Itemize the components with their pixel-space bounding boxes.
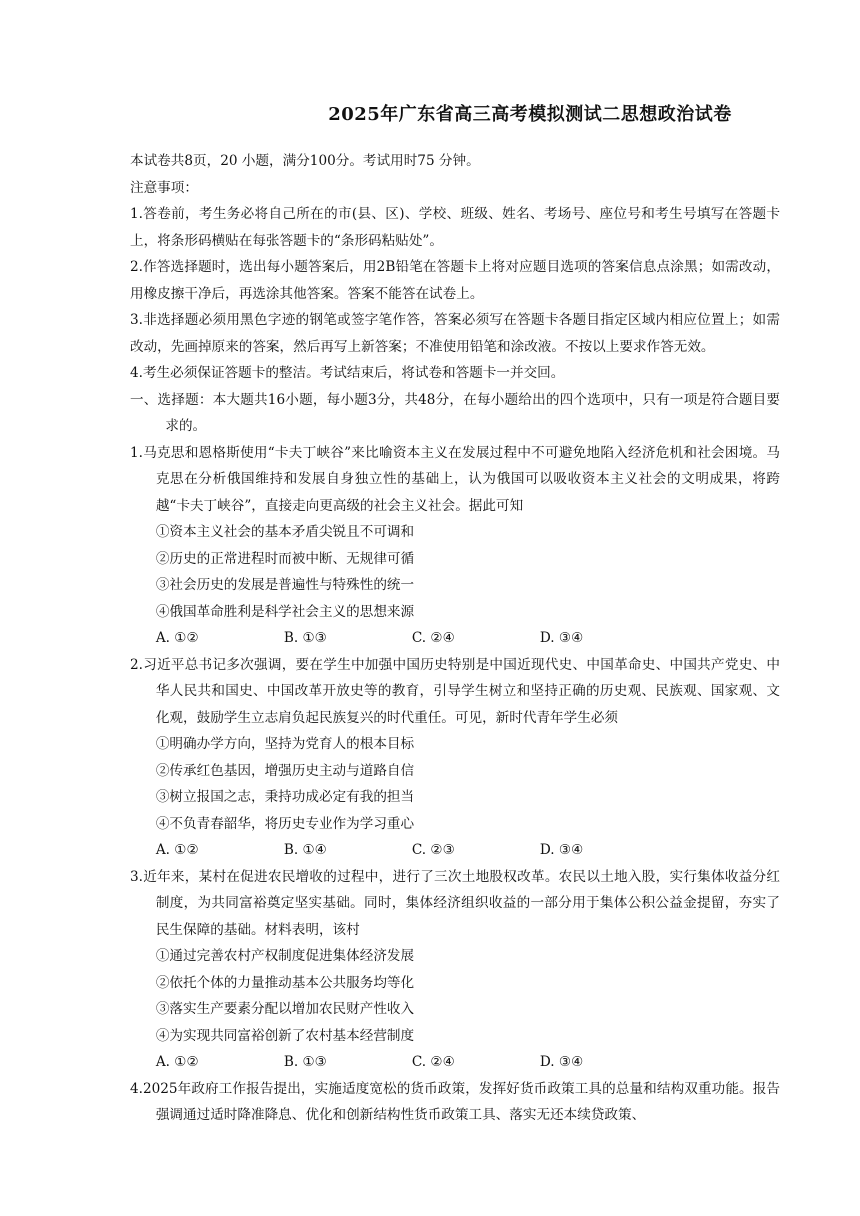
question-stem: 4.2025年政府工作报告提出，实施适度宽松的货币政策，发挥好货币政策工具的总量和结构双重功能。报告强调通过适时降准降息、优化和创新结构性货币政策工具、落实无还本续贷政策、 [130,1080,780,1123]
answer-choices [130,1049,780,1076]
page-title: 2025年广东省高三高考模拟测试二思想政治试卷 [328,104,732,125]
question-option: ③树立报国之志，秉持功成必定有我的担当 [155,789,415,805]
question-option: ①资本主义社会的基本矛盾尖锐且不可调和 [155,524,415,540]
question-option: ①通过完善农村产权制度促进集体经济发展 [155,948,415,964]
choice-c: C. ②④ [411,1054,455,1070]
notice-item: 3.非选择题必须用黑色字迹的钢笔或签字笔作答，答案必须写在答题卡各题目指定区域内相应位置上；如需改动，先画掉原来的答案，然后再写上新答案；不准使用铅笔和涂改液。不按以上要求作答无效。 [130,312,780,355]
choice-d: D. ③④ [539,1054,584,1070]
notice-item: 2.作答选择题时，选出每小题答案后，用2B铅笔在答题卡上将对应题目选项的答案信息点涂黑；如需改动，用橡皮擦干净后，再选涂其他答案。答案不能答在试卷上。 [130,259,780,302]
question-option: ④为实现共同富裕创新了农村基本经营制度 [155,1027,415,1044]
question-option: ③落实生产要素分配以增加农民财产性收入 [155,1001,415,1017]
question-stem: 1.马克思和恩格斯使用“卡夫丁峡谷”来比喻资本主义在发展过程中不可避免地陷入经济危机和社会困境。马克思在分析俄国维持和发展自身独立性的基础上，认为俄国可以吸收资本主义社会的文明成果，将跨越“卡夫丁峡谷”，直接走向更高级的社会主义社会。据此可知 [130,444,780,514]
choice-d: D. ③④ [539,630,584,646]
choice-b: B. ①④ [283,842,327,858]
question-option: ①明确办学方向，坚持为党育人的根本目标 [155,736,415,752]
choice-c: C. ②③ [411,842,455,858]
choice-b: B. ①③ [283,1054,327,1070]
question-option: ④不负青春韶华，将历史专业作为学习重心 [155,815,415,832]
notice-heading: 注意事项： [130,179,198,196]
question [130,1076,780,1129]
question-option: ④俄国革命胜利是科学社会主义的思想来源 [155,603,415,620]
question [130,864,780,1076]
notice-item: 4.考生必须保证答题卡的整洁。考试结束后，将试卷和答题卡一并交回。 [130,365,565,381]
question-stem: 3.近年来，某村在促进农民增收的过程中，进行了三次土地股权改革。农民以土地入股，实行集体收益分红制度，为共同富裕奠定坚实基础。同时，集体经济组织收益的一部分用于集体公积公益金提留，夯实了民生保障的基础。材料表明，该村 [130,868,780,938]
question-option: ②历史的正常进程时而被中断、无规律可循 [155,550,415,567]
question-stem: 2.习近平总书记多次强调，要在学生中加强中国历史特别是中国近现代史、中国革命史、中国共产党史、中华人民共和国史、中国改革开放史等的教育，引导学生树立和坚持正确的历史观、民族观、国家观、文化观，鼓励学生立志肩负起民族复兴的时代重任。可见，新时代青年学生必须 [130,656,780,726]
question-option: ②依托个体的力量推动基本公共服务均等化 [155,974,415,991]
answer-choices [130,837,780,864]
notice-item: 1.答卷前，考生务必将自己所在的市(县、区)、学校、班级、姓名、考场号、座位号和考生号填写在答题卡上，将条形码横贴在每张答题卡的“条形码粘贴处”。 [130,206,780,249]
choice-a: A. ①② [155,842,199,858]
question-option: ②传承红色基因，增强历史主动与道路自信 [155,762,415,779]
answer-choices [130,625,780,652]
question-option: ③社会历史的发展是普遍性与特殊性的统一 [155,577,415,593]
choice-d: D. ③④ [539,842,584,858]
choice-c: C. ②④ [411,630,455,646]
section-heading: 一、选择题：本大题共16小题，每小题3分，共48分，在每小题给出的四个选项中，只有一项是符合题目要求的。 [130,391,780,434]
question [130,652,780,864]
choice-a: A. ①② [155,630,199,646]
choice-b: B. ①③ [283,630,327,646]
exam-intro: 本试卷共8页，20 小题，满分100分。考试用时75 分钟。 [130,153,480,169]
choice-a: A. ①② [155,1054,199,1070]
question [130,440,780,652]
